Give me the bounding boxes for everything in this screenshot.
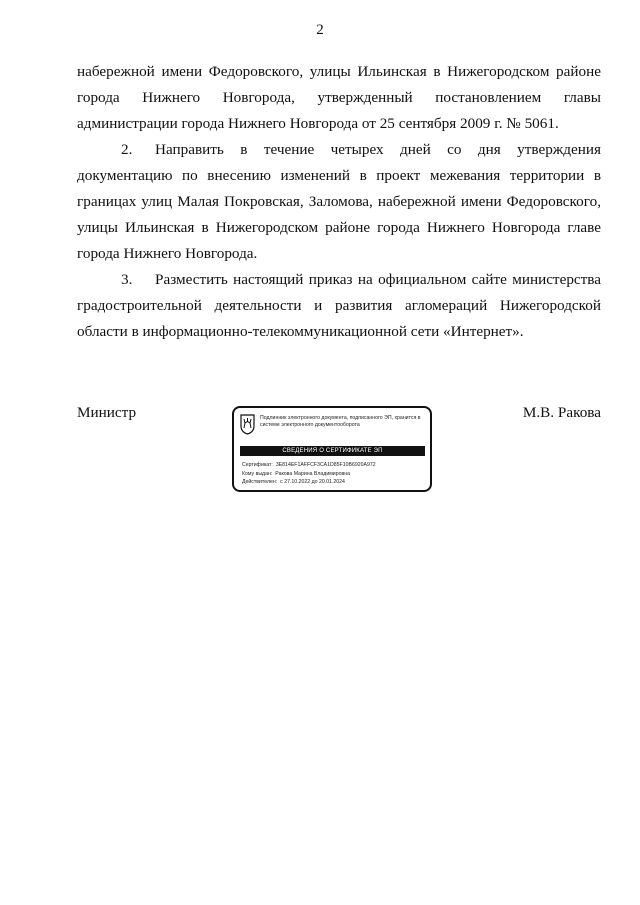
paragraph-text: набережной имени Федоровского, улицы Ильинская в Нижегородском районе города Нижнего Новгорода, утвержденный постановлением главы администрации города Нижнего Новгорода от 25 сентября 2009 г. № 5061. [77, 63, 601, 132]
paragraph-text: Разместить настоящий приказ на официальном сайте министерства градостроительной деятельности и развития агломераций Нижегородской области в информационно-телекоммуникационной сети «Интернет». [77, 271, 601, 340]
signatory-title: Министр [77, 404, 137, 421]
paragraph-item-2 [77, 137, 601, 267]
document-body [77, 59, 601, 345]
stamp-certificate-details [242, 461, 427, 487]
paragraph-text: Направить в течение четырех дней со дня утверждения документацию по внесению изменений в проект межевания территории в границах улиц Малая Покровская, Заломова, набережной имени Федоровского, улицы Ильинская в Нижегородском районе города Нижнего Новгорода главе города Нижнего Новгорода. [77, 141, 601, 262]
stamp-header-text: Подлинник электронного документа, подписанного ЭП, хранится в системе электронного документооборота [260, 415, 421, 428]
signatory-name: М.В. Ракова [522, 404, 601, 421]
paragraph-item-3 [77, 267, 601, 345]
stamp-certificate-label: Сертификат: [242, 462, 273, 468]
coat-of-arms-icon [240, 414, 255, 435]
stamp-owner-label: Кому выдан: [242, 470, 273, 477]
stamp-validity-label: Действителен: [242, 479, 278, 485]
stamp-validity-line [242, 478, 427, 487]
stamp-certificate-value: 3E814EF1AFFCF3CA1D85F10B6920A972 [275, 462, 376, 468]
paragraph-continuation [77, 59, 601, 137]
page-number: 2 [316, 22, 324, 38]
stamp-owner-value: Ракова Марина Владимировна [275, 470, 350, 477]
stamp-owner-line [242, 470, 427, 479]
electronic-signature-stamp [232, 406, 432, 492]
stamp-validity-value: с 27.10.2022 до 20.01.2024 [280, 479, 345, 485]
stamp-certificate-bar: СВЕДЕНИЯ О СЕРТИФИКАТЕ ЭП [240, 446, 425, 456]
stamp-certificate-line [242, 461, 427, 470]
paragraph-number: 2. [121, 141, 133, 158]
paragraph-number: 3. [121, 271, 133, 288]
